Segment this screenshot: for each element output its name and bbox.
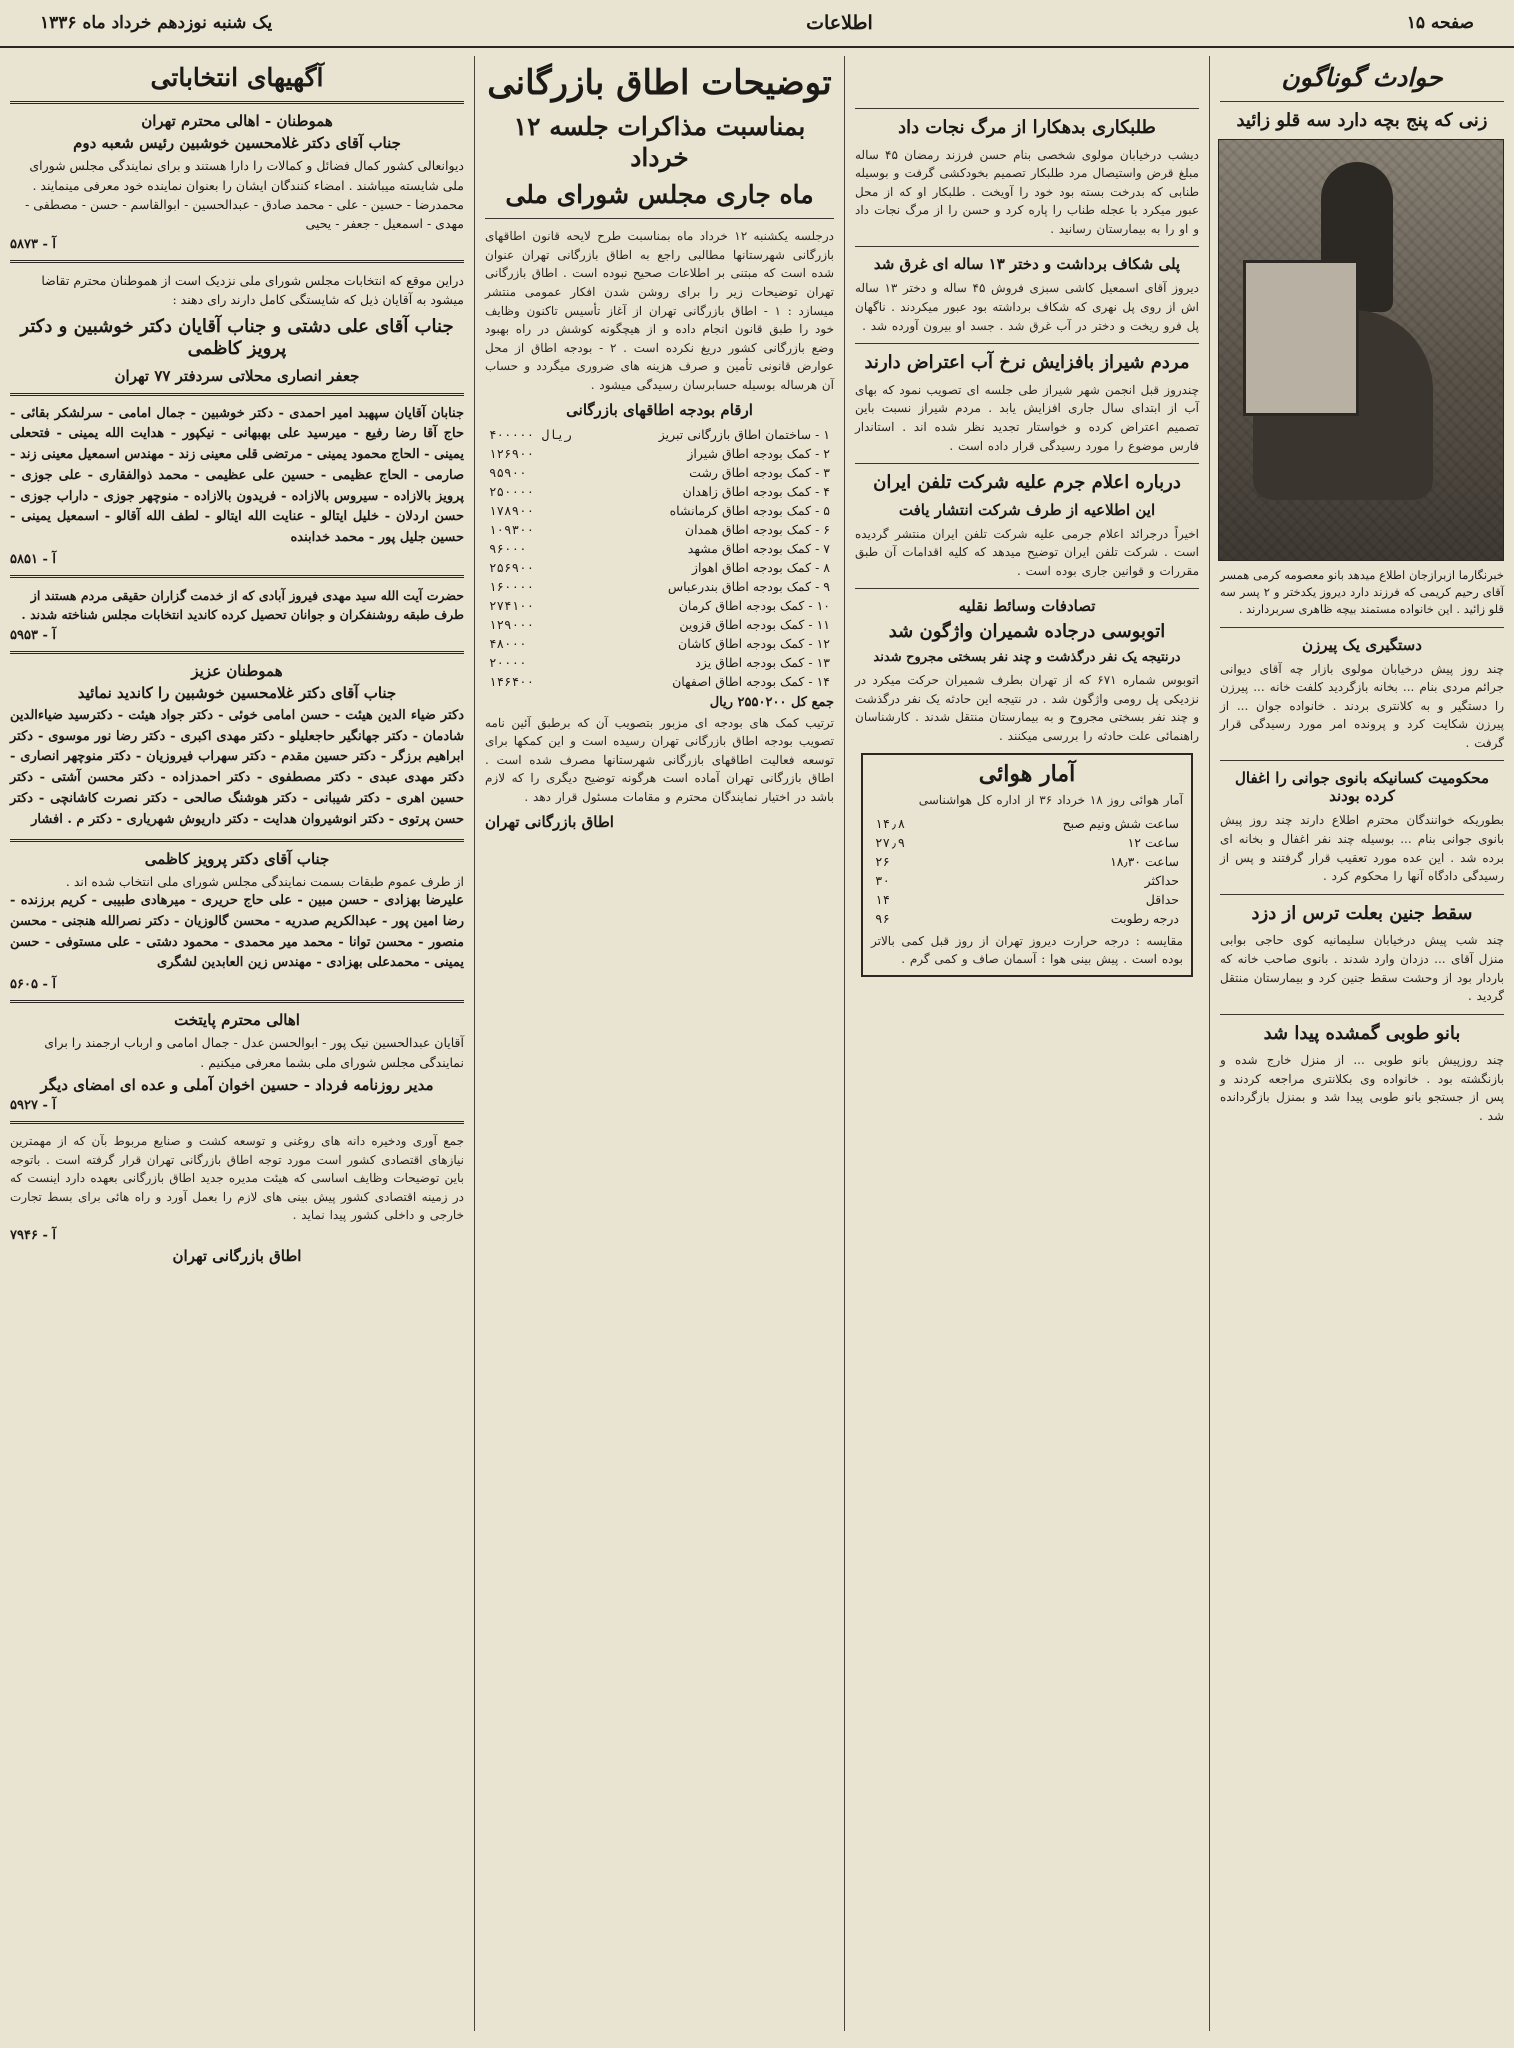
budget-row <box>485 482 834 501</box>
headline-chamber: توضیحات اطاق بازرگانی <box>487 63 832 103</box>
story-arrest: چند روز پیش درخیابان مولوی بازار چه آقای دیوانی جرائم مردی بنام ... بخانه بازگردید کلفت خانه ... پیرزن را دستگیر و به کلانتری بردند . خانواده جوان ... از پیرزن شکایت کرد و پرونده امر مورد رسیدگی قرار گرفت . <box>1220 661 1504 750</box>
budget-row-label: ۶ - کمک بودجه اطاق همدان <box>684 521 830 537</box>
weather-note: مقایسه : درجه حرارت دیروز تهران از روز قبل کمی بالاتر بوده است . پیش بینی هوا : آسمان صاف و کمی گرم . <box>871 933 1183 967</box>
ad6-names: علیرضا بهزادی - حسن مبین - علی حاج حریری - میرهادی طبیبی - کریم برزنده - رضا امین پور - عبدالکریم صدریه - محسن گالوزیان - دکتر نصرالله هنجنی - محسن منصور - محسن توانا - محمد میر محمدی - محمود دشتی - علی مستوفی - حسن یمینی - محمدعلی بهزادی - مهندس زین العابدین لشگری <box>10 892 464 971</box>
weather-row: ساعت شش ونیم صبح ۱۴٫۸ <box>875 815 1179 831</box>
budget-row-label: ۱ - ساختمان اطاق بازرگانی تبریز <box>658 426 830 442</box>
page-header <box>0 0 1514 48</box>
ad1-code: آ - ۵۸۷۳ <box>10 236 56 252</box>
headline-telephone: درباره اعلام جرم علیه شرکت تلفن ایران <box>873 472 1181 494</box>
ad2-body: دراین موقع که انتخابات مجلس شورای ملی نزدیک است از هموطنان محترم تقاضا میشود به آقایان ذیل که شایستگی کامل دارند رای دهند : <box>41 272 464 308</box>
story-creditor: دیشب درخیابان مولوی شخصی بنام حسن فرزند رمضان ۴۵ ساله مبلغ قرض واستیصال مرد طلبکار تصمیم بخودکشی گرفت و بوسیله طنابی که بدرخت بسته بود خود را آویخت . طلبکار او که از محل عبور میکرد با عجله طناب را پاره کرد و حسن را از مرگ نجات داد و او را به بیمارستان رسانید . <box>855 147 1199 236</box>
budget-row <box>485 539 834 558</box>
page-number: صفحه ۱۵ <box>1406 13 1474 33</box>
budget-table-title: ارقام بودجه اطاقهای بازرگانی <box>566 400 753 419</box>
ad2-sign: جعفر انصاری محلاتی سردفتر ۷۷ تهران <box>114 366 360 385</box>
headline-miscarriage: سقط جنین بعلت ترس از دزد <box>1251 902 1473 924</box>
ad2-names: جناب آقای علی دشتی و جناب آقایان دکتر خوشبین و دکتر پرویز کاظمی <box>20 315 454 359</box>
ad6-body: از طرف عموم طبقات بسمت نمایندگی مجلس شورای ملی انتخاب شده اند . <box>65 873 464 889</box>
subhead-telephone: این اطلاعیه از طرف شرکت انتشار یافت <box>898 500 1156 519</box>
ad1-names: محمدرضا - حسین - علی - محمد صادق - عبدالحسین - ابوالقاسم - حسن - مصطفی - مهدی - اسمعیل - جعفر - یحیی <box>25 197 464 232</box>
budget-row <box>485 444 834 463</box>
election-ads-title: آگهیهای انتخاباتی <box>150 63 324 92</box>
budget-row-value: ۱۷۸۹۰۰ <box>489 502 535 518</box>
column-1 <box>1209 56 1514 2031</box>
column-2 <box>844 56 1209 2031</box>
budget-row-label: ۹ - کمک بودجه اطاق بندرعباس <box>667 578 830 594</box>
budget-row-value: ۱۴۶۴۰۰ <box>489 673 535 689</box>
newspaper-name: اطلاعات <box>806 12 873 34</box>
weather-box <box>861 753 1193 977</box>
budget-row <box>485 577 834 596</box>
budget-row <box>485 615 834 634</box>
ad3-names: جنابان آقایان سپهبد امیر احمدی - دکتر خوشبین - جمال امامی - سرلشکر بقائی - حاج آقا رضا رفیع - میرسید علی بهبهانی - نیکپور - هدایت الله یمینی - فتحعلی یمینی - الحاج محمود یمینی - مرتضی قلی معینی زند - مهندس اسمعیل معینی زند - صارمی - الحاج عظیمی - حسین علی عظیمی - محمد ذوالفقاری - علی جوزی - پرویز بالازاده - سیروس بالازاده - فریدون بالازاده - منوچهر جوزی - داراب جوزی - حسن اردلان - خلیل ایتالو - عنایت الله ایتالو - لطف الله آقالو - اسمعیل یمینی - حسین جلیل پور - محمد خدابنده <box>10 405 464 546</box>
budget-row-label: ۱۳ - کمک بودجه اطاق یزد <box>695 654 830 670</box>
story-bus: اتوبوس شماره ۶۷۱ که از تهران بطرف شمیران حرکت میکرد در نزدیکی پل رومی واژگون شد . در نتیجه این حادثه یک نفر درگذشت و چند نفر بسختی مجروح و به بیمارستان منتقل شدند . کارشناسان راهنمائی علت حادثه را بررسی میکنند . <box>855 672 1200 743</box>
budget-row-value: ۱۲۶۹۰۰ <box>489 445 535 461</box>
budget-row-label: ۸ - کمک بودجه اطاق اهواز <box>691 559 830 575</box>
budget-row-value: ۱۲۹۰۰۰ <box>489 616 535 632</box>
budget-row-value: ۹۶۰۰۰ <box>489 540 527 556</box>
budget-row-label: ۱۰ - کمک بودجه اطاق کرمان <box>678 597 830 613</box>
ad8-body: جمع آوری ودخیره دانه های روغنی و توسعه کشت و صنایع مربوط بآن که از مهمترین نیازهای اقتصادی کشور است مورد توجه اطاق بازرگانی تهران قرار گرفته است . باتوجه باین توضیحات وظایف اساسی که هیئت مدیره جدید اطاق بازرگانی بعهده دارد اینست که در زمینه اقتصادی کشور پیش بینی های لازم را بعمل آورد و راه هائی برای بسط تجارت خارجی و داخلی کشور پیدا نماید . <box>10 1133 464 1223</box>
ad3-code: آ - ۵۸۵۱ <box>10 552 56 568</box>
weather-row: حداکثر ۳۰ <box>875 872 1179 888</box>
budget-row <box>485 653 834 672</box>
budget-row-label: ۴ - کمک بودجه اطاق زاهدان <box>682 483 830 499</box>
story-missing-woman: چند روزپیش بانو طوبی ... از منزل خارج شده و بازنگشته بود . خانواده وی بکلانتری مراجعه کردند و پس از جستجو بانو طوبی پیدا شد و بمنزل بازگردانده شد . <box>1220 1053 1504 1123</box>
headline-missing-woman: بانو طوبی گمشده پیدا شد <box>1263 1022 1461 1044</box>
ad6-code: آ - ۵۶۰۵ <box>10 977 56 993</box>
headline-triplets: زنی که پنج بچه دارد سه قلو زائید <box>1236 110 1488 132</box>
budget-row <box>485 501 834 520</box>
section-title: حوادث گوناگون <box>1281 63 1443 92</box>
news-photo <box>1218 139 1504 561</box>
ad7-body: آقایان عبدالحسین نیک پور - ابوالحسن عدل - جمال امامی و ارباب ارجمند را برای نمایندگی مجلس شورای ملی بشما معرفی میکنیم . <box>44 1035 464 1070</box>
budget-row <box>485 634 834 653</box>
ad1-body: دیوانعالی کشور کمال فضائل و کمالات را دارا هستند و برای نمایندگی مجلس شورای ملی شایسته میباشند . امضاء کنندگان ایشان را بعنوان نماینده خود معرفی مینمایند . <box>29 158 464 193</box>
story-chamber: درجلسه یکشنبه ۱۲ خرداد ماه بمناسبت طرح لایحه قانون اطاقهای بازرگانی شهرستانها مطالبی راجع به اطاق بازرگانی تهران عنوان شده است که مبتنی بر اطلاعات صحیح نبوده است . اطاق بازرگانی تهران توضیحات زیر را برای روشن شدن افکار عمومی منتشر میسازد : ۱ - اطاق بازرگانی تهران از آغاز تأسیس تاکنون وظایف خود را طبق قانون انجام داده و از هیچگونه کوشش در راه بهبود وضع بازرگانی کشور دریغ نکرده است . ۲ - بودجه اطاق از محل عوارض قانونی تأمین و صرف هزینه های ضروری میگردد و حساب آن هرساله بوسیله حسابرسان رسیدگی میشود . <box>485 229 835 392</box>
story-shiraz-water: چندروز قبل انجمن شهر شیراز طی جلسه ای تصویب نمود که بهای آب از ابتدای سال جاری افزایش یابد . مردم شیراز نسبت باین تصمیم اعتراض کرده و خواستار تجدید نظر شده اند . استاندار فارس موضوع را مورد رسیدگی قرار داده است . <box>855 382 1199 453</box>
budget-row-value: ۲۷۴۱۰۰ <box>489 597 535 613</box>
ad4-code: آ - ۵۹۵۳ <box>10 627 56 643</box>
headline-bus: اتوبوسی درجاده شمیران واژگون شد <box>888 621 1166 643</box>
subhead-chamber-2: ماه جاری مجلس شورای ملی <box>505 180 814 209</box>
ad5-head: هموطنان عزیز <box>191 661 283 680</box>
story-chamber-2: ترتیب کمک های بودجه ای مزبور بتصویب آن که برطبق آئین نامه تصویب بودجه اطاق بازرگانی تهران رسیده است و این کمکها برای توسعه فعالیت اطاقهای بازرگانی شهرستانها مصرف شده است . اطاق بازرگانی تهران آماده است هرگونه توضیح دیگری را که لازم باشد در اختیار نمایندگان محترم و مقامات مسئول قرار دهد . <box>485 715 834 804</box>
budget-row-value: ۴۸۰۰۰ <box>489 635 527 651</box>
story-sentence: بطوریکه خوانندگان محترم اطلاع دارند چند روز پیش بانوی جوانی بنام ... بوسیله چند نفر اغفال و بخانه ای برده شد . این عده مورد تعقیب قرار گرفتند و پس از رسیدگی دادگاه آنها را محکوم کرد . <box>1220 813 1504 884</box>
budget-row-label: ۳ - کمک بودجه اطاق رشت <box>689 464 830 480</box>
weather-table <box>871 814 1183 928</box>
story-bridge: دیروز آقای اسمعیل کاشی سبزی فروش ۴۵ ساله و دختر ۱۳ ساله اش از روی پل نهری که شکاف برداشته بود عبور میکردند . ناگهان پل فرو ریخت و دختر در آب غرق شد . جسد او بیرون آورده شد . <box>855 281 1200 333</box>
ad8-sign: اطاق بازرگانی تهران <box>172 1246 302 1265</box>
budget-row-value: ۲۵۶۹۰۰ <box>489 559 535 575</box>
budget-row-label: ۵ - کمک بودجه اطاق کرمانشاه <box>669 502 830 518</box>
budget-row-value: ۱۶۰۰۰۰ <box>489 578 535 594</box>
story-telephone: اخیراً درجرائد اعلام جرمی علیه شرکت تلفن ایران منتشر گردیده است . شرکت تلفن ایران توضیح میدهد که کلیه اقدامات آن طبق مقررات و قوانین جاری بوده است . <box>855 526 1199 578</box>
weather-row: ساعت ۱۸٫۳۰ ۲۶ <box>875 853 1179 869</box>
column-4 <box>0 56 474 2031</box>
budget-row-value: ۲۵۰۰۰۰ <box>489 483 535 499</box>
ad5-sub: جناب آقای دکتر غلامحسین خوشبین را کاندید نمائید <box>77 683 397 702</box>
weather-row: درجه رطوبت ۹۶ <box>875 910 1179 926</box>
ad6-head: جناب آقای دکتر پرویز کاظمی <box>144 849 330 868</box>
budget-row-label: ۱۱ - کمک بودجه اطاق قزوین <box>679 616 830 632</box>
budget-table <box>485 425 834 691</box>
budget-row-label: ۱۴ - کمک بودجه اطاق اصفهان <box>672 673 830 689</box>
subhead-chamber-1: بمناسبت مذاکرات جلسه ۱۲ خرداد <box>513 111 806 172</box>
budget-row <box>485 558 834 577</box>
headline-arrest: دستگیری یک پیرزن <box>1302 635 1422 654</box>
budget-row-value: ۱۰۹۳۰۰ <box>489 521 535 537</box>
ad1-head: هموطنان - اهالی محترم تهران <box>141 112 333 131</box>
budget-row-label: ۲ - کمک بودجه اطاق شیراز <box>687 445 830 461</box>
budget-row <box>485 596 834 615</box>
weather-title: آمار هوائی <box>978 761 1076 788</box>
budget-row-label: ۱۲ - کمک بودجه اطاق کاشان <box>678 635 830 651</box>
ad8-code: آ - ۷۹۴۶ <box>10 1227 56 1243</box>
headline-shiraz-water: مردم شیراز بافزایش نرخ آب اعتراض دارند <box>864 352 1190 374</box>
photo-frame <box>1243 260 1359 416</box>
headline-creditor: طلبکاری بدهکارا از مرگ نجات داد <box>898 117 1156 138</box>
photo-caption: خبرنگارما ازبرازجان اطلاع میدهد بانو معصومه کرمی همسر آقای رحیم کریمی که فرزند دارد دیروز یکدختر و ۲ پسر سه قلو زائید . این خانواده مستمند بیچه ظاهری سربردارند . <box>1220 567 1504 617</box>
ad5-names: دکتر ضیاء الدین هیئت - حسن امامی خوئی - دکتر جواد هیئت - دکترسید ضیاءالدین شادمان - دکتر جهانگیر حاجعلیلو - دکتر مهدی اکبری - دکتر رضا نور موسوی - دکتر ابراهیم برزگر - دکتر حسین مقدم - دکتر سهراب فیروزیان - دکتر منوچهر انصاری - دکتر مهدی عبدی - دکتر مصطفوی - دکتر احمدزاده - دکتر محسن آشتی - دکتر حسین اهری - دکتر شیبانی - دکتر هوشنگ صالحی - دکتر نصرت کاشانچی - دکتر حسن پرتوی - دکتر انوشیروان هدایت - دکتر داریوش شهریاری - دکتر م . افشار <box>10 707 464 827</box>
ad7-head: اهالی محترم پایتخت <box>174 1011 300 1030</box>
headline-sentence: محکومیت کسانیکه بانوی جوانی را اغفال کرده بودند <box>1234 769 1490 806</box>
ad7-signer: مدیر روزنامه فرداد - حسین اخوان آملی و عده ای امضای دیگر <box>40 1075 434 1094</box>
budget-row <box>485 425 834 444</box>
budget-total: جمع کل ۲۵۵۰۲۰۰ ریال <box>709 694 834 710</box>
issue-date: یک شنبه نوزدهم خرداد ماه ۱۳۳۶ <box>40 13 273 33</box>
budget-row-value: ۹۵۹۰۰ <box>489 464 527 480</box>
headline-accidents: تصادفات وسائط نقلیه <box>958 597 1096 616</box>
ad4-body: حضرت آیت الله سید مهدی فیروز آبادی که از خدمت گزاران حقیقی مردم هستند از طرف طبقه روشنفکران و جوانان تحصیل کرده کاندید انتخابات مجلس شناخته شدند . <box>21 588 464 623</box>
budget-row-value: ۲۰۰۰۰ <box>489 654 527 670</box>
budget-row-label: ۷ - کمک بودجه اطاق مشهد <box>687 540 830 556</box>
ad1-sub: جناب آقای دکتر غلامحسین خوشبین رئیس شعبه دوم <box>73 134 401 153</box>
weather-row: حداقل ۱۴ <box>875 891 1179 907</box>
story-miscarriage: چند شب پیش درخیابان سلیمانیه کوی حاجی بوابی منزل آقای ... دزدان وارد شدند . بانوی صاحب خانه که باردار بود از وحشت سقط جنین کرد و بیمارستان منتقل گردید . <box>1220 933 1504 1004</box>
subhead-bus: درنتیجه یک نفر درگذشت و چند نفر بسختی مجروح شدند <box>873 649 1181 665</box>
column-3 <box>474 56 844 2031</box>
budget-row-value: ۴۰۰۰۰۰ ریال <box>489 426 572 442</box>
budget-row <box>485 520 834 539</box>
weather-row: ساعت ۱۲ ۲۷٫۹ <box>875 834 1179 850</box>
chamber-signature: اطاق بازرگانی تهران <box>485 812 614 831</box>
budget-row <box>485 463 834 482</box>
headline-bridge: پلی شکاف برداشت و دختر ۱۳ ساله ای غرق شد <box>873 255 1181 274</box>
budget-row <box>485 672 834 691</box>
weather-intro: آمار هوائی روز ۱۸ خرداد ۳۶ از اداره کل هواشناسی <box>918 793 1183 808</box>
ad7-code: آ - ۵۹۲۷ <box>10 1097 56 1113</box>
